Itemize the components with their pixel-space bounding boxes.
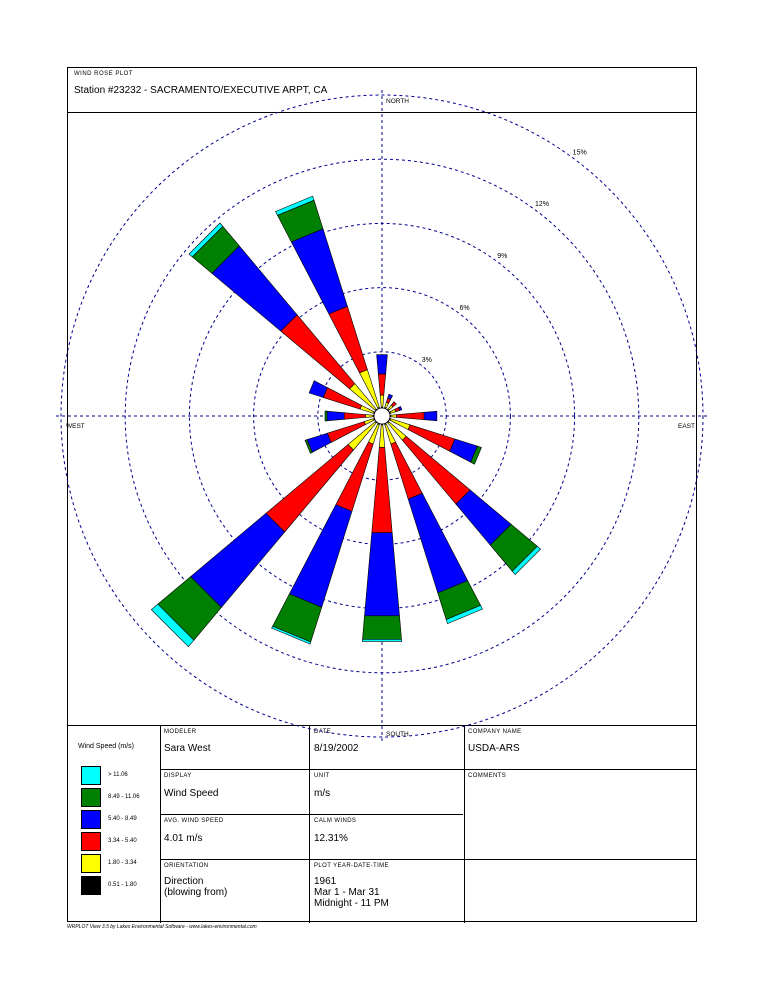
modeler-label: MODELER	[164, 729, 197, 735]
petal-segment	[325, 411, 327, 421]
date-label: DATE	[314, 729, 332, 735]
ring-label: 15%	[572, 149, 587, 157]
plot-time-range: Midnight - 11 PM	[314, 898, 389, 909]
date-value: 8/19/2002	[314, 743, 359, 754]
company-value: USDA-ARS	[468, 743, 520, 754]
calm-winds-value: 12.31%	[314, 833, 348, 844]
orientation-value-line1: Direction	[164, 876, 204, 887]
petal-segment	[291, 229, 347, 314]
petal-segment	[378, 374, 385, 395]
petal-segment	[379, 425, 384, 447]
label-west: WEST	[66, 423, 85, 430]
petal-segment	[396, 412, 424, 419]
unit-label: UNIT	[314, 773, 330, 779]
plot-year: 1961	[314, 876, 337, 887]
plot-date-range: Mar 1 - Mar 31	[314, 887, 380, 898]
station-title: Station #23232 - SACRAMENTO/EXECUTIVE ARPT, CA	[74, 85, 328, 96]
petal-segment	[366, 415, 374, 418]
display-label: DISPLAY	[164, 773, 192, 779]
petal-segment	[362, 639, 401, 641]
petal-segment	[327, 411, 344, 421]
petal-segment	[363, 616, 402, 640]
label-south: SOUTH	[386, 731, 409, 738]
ring-label: 6%	[459, 305, 470, 313]
legend-label: 3.34 - 5.40	[108, 838, 137, 844]
ring-label: 3%	[421, 357, 432, 365]
label-north: NORTH	[386, 98, 409, 105]
legend-label: 5.40 - 8.49	[108, 816, 137, 822]
unit-value: m/s	[314, 788, 331, 799]
petal-segment	[377, 355, 388, 374]
petal-segment	[289, 505, 352, 608]
legend-label: 1.80 - 3.34	[108, 860, 137, 866]
legend-label: > 11.06	[108, 772, 128, 778]
software-credit: WRPLOT View 3.5 by Lakes Environmental Software - www.lakes-environmental.com	[67, 924, 257, 930]
orientation-value-line2: (blowing from)	[164, 887, 228, 898]
petal-segment	[391, 402, 396, 407]
legend-label: 8.49 - 11.06	[108, 794, 140, 800]
calm-circle	[374, 408, 390, 424]
petal-segment	[424, 411, 437, 421]
legend-title: Wind Speed (m/s)	[78, 743, 135, 750]
petal-segment	[372, 447, 392, 532]
plot-type-label: WIND ROSE PLOT	[74, 71, 134, 77]
petal-segment	[309, 381, 327, 398]
plot-time-label: PLOT YEAR-DATE-TIME	[314, 863, 389, 869]
petal-segment	[344, 413, 365, 420]
petal-segment	[380, 395, 384, 407]
avg-speed-label: AVG. WIND SPEED	[164, 818, 224, 824]
petal-segment	[388, 394, 393, 399]
petal-segment	[365, 533, 400, 616]
modeler-value: Sara West	[164, 743, 211, 754]
legend-label: 0.51 - 1.80	[108, 882, 137, 888]
comments-label: COMMENTS	[468, 773, 507, 779]
company-label: COMPANY NAME	[468, 729, 522, 735]
ring-label: 9%	[497, 253, 508, 261]
label-east: EAST	[678, 423, 695, 430]
display-value: Wind Speed	[164, 788, 219, 799]
calm-winds-label: CALM WINDS	[314, 818, 357, 824]
ring-label: 12%	[534, 201, 549, 209]
petal-segment	[408, 493, 468, 593]
petal-segment	[391, 415, 396, 418]
orientation-label: ORIENTATION	[164, 863, 209, 869]
avg-speed-value: 4.01 m/s	[164, 833, 203, 844]
